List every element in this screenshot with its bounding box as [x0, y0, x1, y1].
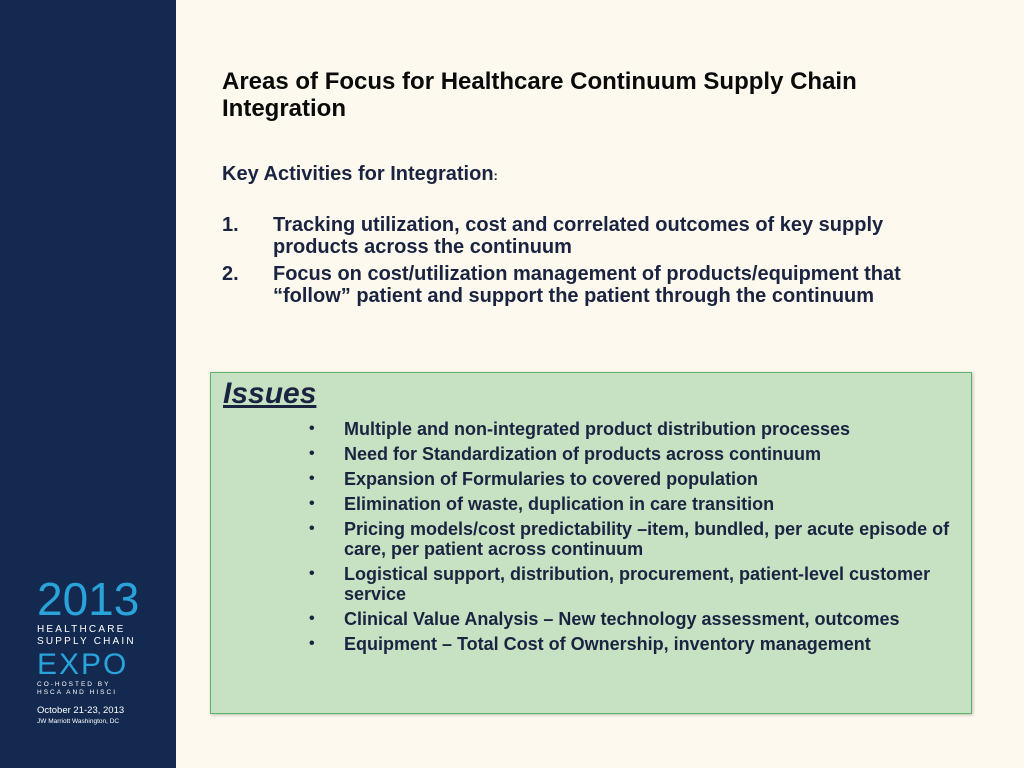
key-activity-item [222, 214, 952, 258]
logo-expo: EXPO [37, 648, 129, 681]
key-activities-heading [222, 163, 498, 186]
logo-date: October 21-23, 2013 [37, 705, 125, 716]
key-activity-number: 2. [222, 263, 239, 285]
slide-title: Areas of Focus for Healthcare Continuum Supply Chain Integration [222, 68, 857, 122]
key-activities-list [222, 214, 952, 312]
bullet-icon: • [309, 610, 315, 627]
issue-item [307, 444, 957, 464]
key-activity-item [222, 263, 952, 307]
issue-item [307, 519, 957, 559]
issues-box [210, 372, 972, 714]
issue-item [307, 469, 957, 489]
bullet-icon: • [309, 520, 315, 537]
key-activity-text: Tracking utilization, cost and correlated outcomes of key supply products across the continuum [273, 214, 884, 258]
issues-list [307, 419, 957, 659]
issues-heading: Issues [223, 377, 317, 410]
issue-item [307, 494, 957, 514]
issue-text: Need for Standardization of products across continuum [344, 444, 822, 464]
issue-text: Elimination of waste, duplication in care transition [344, 494, 775, 514]
issue-text: Pricing models/cost predictability –item, bundled, per acute episode of care, per patient across continuum [344, 519, 950, 559]
bullet-icon: • [309, 565, 315, 582]
logo-cohosted-line1: CO-HOSTED BY [37, 681, 111, 688]
bullet-icon: • [309, 495, 315, 512]
sidebar-panel [0, 0, 176, 768]
logo-line-supply-chain: SUPPLY CHAIN [37, 636, 136, 647]
logo-venue: JW Marriott Washington, DC [37, 718, 120, 725]
bullet-icon: • [309, 635, 315, 652]
issue-item [307, 419, 957, 439]
issue-item [307, 634, 957, 654]
key-activity-number: 1. [222, 214, 239, 236]
issue-text: Multiple and non-integrated product distribution processes [344, 419, 851, 439]
issue-text: Clinical Value Analysis – New technology assessment, outcomes [344, 609, 900, 629]
bullet-icon: • [309, 445, 315, 462]
key-activities-heading-text: Key Activities for Integration [222, 163, 494, 185]
logo-cohosted-line2: HSCA AND HISCI [37, 689, 118, 696]
logo-line-healthcare: HEALTHCARE [37, 624, 126, 635]
key-activities-colon: : [493, 168, 498, 183]
issue-text: Logistical support, distribution, procurement, patient-level customer service [344, 564, 931, 604]
issue-text: Expansion of Formularies to covered population [344, 469, 759, 489]
issue-item [307, 609, 957, 629]
expo-logo [37, 573, 147, 726]
bullet-icon: • [309, 470, 315, 487]
logo-year: 2013 [37, 573, 140, 625]
key-activity-text: Focus on cost/utilization management of products/equipment that “follow” patient and support the patient through the continuum [273, 263, 901, 307]
issue-text: Equipment – Total Cost of Ownership, inventory management [344, 634, 871, 654]
issue-item [307, 564, 957, 604]
bullet-icon: • [309, 420, 315, 437]
